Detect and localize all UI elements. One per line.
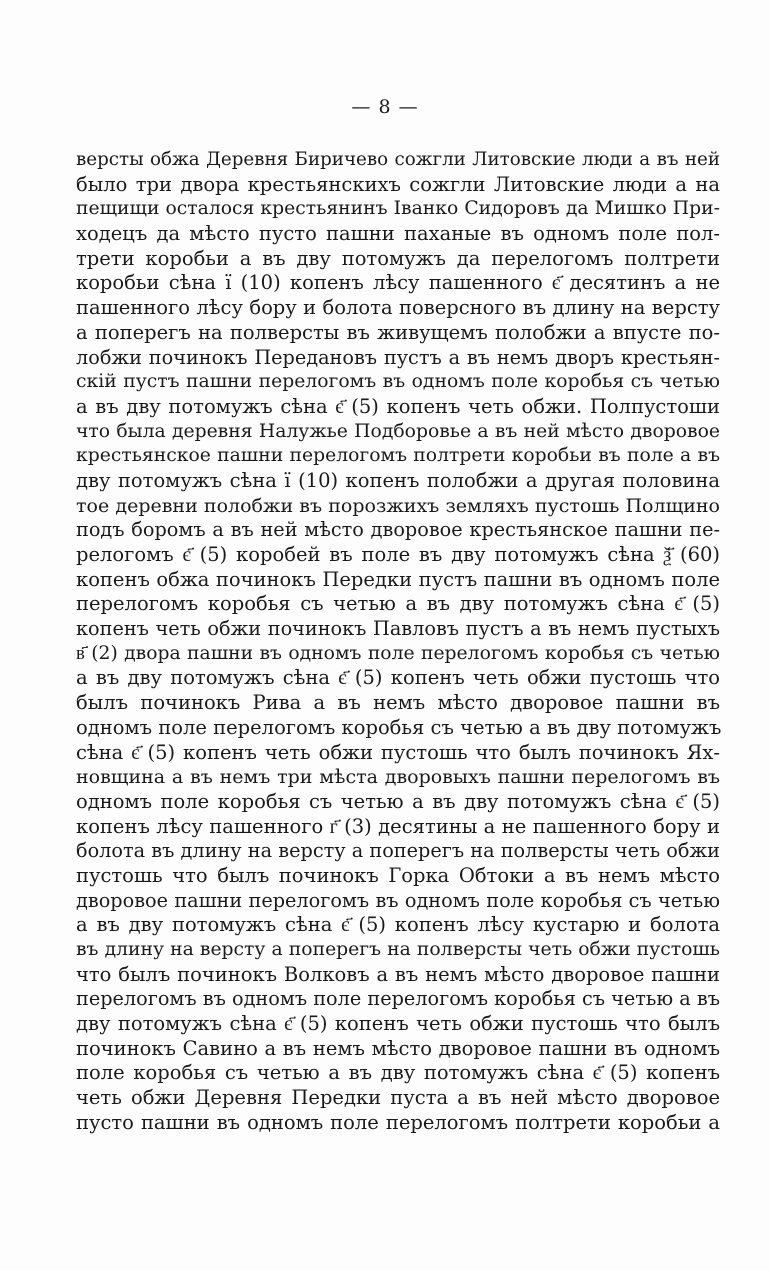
text-line: было три двора крестьянскихъ сожгли Литовские люди а на (76, 172, 720, 196)
text-line: копенъ лѣсу пашенного г҃ (3) десятины а не пашенного бору и (76, 814, 720, 838)
text-line: тое деревни полобжи въ порозжихъ земляхъ пустошь Полщино (76, 494, 720, 517)
text-line: дву потомужъ сѣна ї (10) копенъ полобжи а другая половина (76, 468, 720, 492)
text-line: одномъ поле перелогомъ коробья съ четью а въ дву потомужъ (76, 715, 722, 739)
text-line: что былъ починокъ Волковъ а въ немъ мѣсто дворовое пашни (76, 962, 720, 986)
text-line: пещищи осталося крестьянинъ Іванко Сидоровъ да Мишко При- (76, 198, 720, 220)
text-line: а поперегъ на полверсты въ живущемъ полобжи а впусте по- (76, 320, 720, 344)
text-line: починокъ Савино а въ немъ мѣсто дворовое пашни въ одномъ (76, 1036, 720, 1060)
text-line: пусто пашни въ одномъ поле перелогомъ полтрети коробьи а (76, 1110, 720, 1134)
text-line: версты обжа Деревня Биричево сожгли Литовские люди а въ ней (76, 149, 720, 170)
text-line: дву потомужъ сѣна є҃ (5) копенъ четь обжи пустошь что былъ (76, 1012, 720, 1036)
text-line: копенъ обжа починокъ Передки пустъ пашни въ одномъ поле (76, 567, 720, 591)
text-line: пустошь что былъ починокъ Горка Обтоки а въ немъ мѣсто (76, 863, 720, 887)
text-line: скій пустъ пашни перелогомъ въ одномъ поле коробья съ четью (76, 371, 720, 393)
text-line: пашенного лѣсу бору и болота поверсного въ длину на версту (76, 296, 720, 320)
text-line: подъ боромъ а въ ней мѣсто дворовое крестьянское пашни пе- (76, 518, 720, 542)
text-line: копенъ четь обжи починокъ Павловъ пустъ а въ немъ пустыхъ (76, 617, 720, 641)
text-line: в҃ (2) двора пашни въ одномъ поле перелогомъ коробья съ четью (76, 642, 720, 664)
text-line: лобжи починокъ Передановъ пустъ а въ немъ дворъ крестьян- (76, 345, 720, 369)
text-line: а въ дву потомужъ сѣна є҃ (5) копенъ четь обжи. Полпустоши (76, 394, 720, 418)
text-line: а въ дву потомужъ сѣна є҃ (5) копенъ лѣсу кустарю и болота (76, 913, 720, 937)
text-line: былъ починокъ Рива а въ немъ мѣсто дворовое пашни въ (76, 691, 720, 715)
text-line: релогомъ є҃ (5) коробей въ поле въ дву потомужъ сѣна ѯ҃ (60) (76, 543, 720, 566)
body-text (76, 148, 720, 1136)
text-line: новщина а въ немъ три мѣста дворовыхъ пашни перелогомъ въ (76, 766, 720, 789)
text-line: перелогомъ коробья съ четью а въ дву потомужъ сѣна є҃ (5) (76, 592, 720, 616)
text-line: ходецъ да мѣсто пусто пашни паханые въ одномъ поле пол- (76, 222, 720, 246)
text-line: болота въ длину на версту а поперегъ на полверсты четь обжи (76, 839, 720, 863)
text-line: что была деревня Налужье Подборовье а въ ней мѣсто дворовое (76, 420, 720, 442)
text-line: дворовое пашни перелогомъ въ одномъ поле коробья съ четью (76, 888, 720, 912)
text-line: сѣна є҃ (5) копенъ четь обжи пустошь что былъ починокъ Ях- (76, 740, 720, 764)
text-line: а въ дву потомужъ сѣна є҃ (5) копенъ четь обжи пустошь что (76, 666, 720, 690)
text-line: коробьи сѣна ї (10) копенъ лѣсу пашенного є҃ десятинъ а не (76, 271, 720, 295)
text-line: въ длину на версту а поперегъ на полверсты четь обжи пустошь (76, 939, 720, 960)
text-line: одномъ поле коробья съ четью а въ дву потомужъ сѣна є҃ (5) (76, 789, 720, 813)
text-line: крестьянское пашни перелогомъ полтрети коробьи въ поле а въ (76, 445, 720, 467)
text-line: трети коробьи а въ дву потомужъ да перелогомъ полтрети (76, 246, 720, 270)
text-line: поле коробья съ четью а въ дву потомужъ сѣна є҃ (5) копенъ (76, 1061, 720, 1085)
text-line: перелогомъ въ одномъ поле перелогомъ коробья съ четью а въ (76, 987, 720, 1011)
page-number: — 8 — (351, 96, 419, 118)
text-line: четь обжи Деревня Передки пуста а въ ней мѣсто дворовое (76, 1086, 720, 1110)
